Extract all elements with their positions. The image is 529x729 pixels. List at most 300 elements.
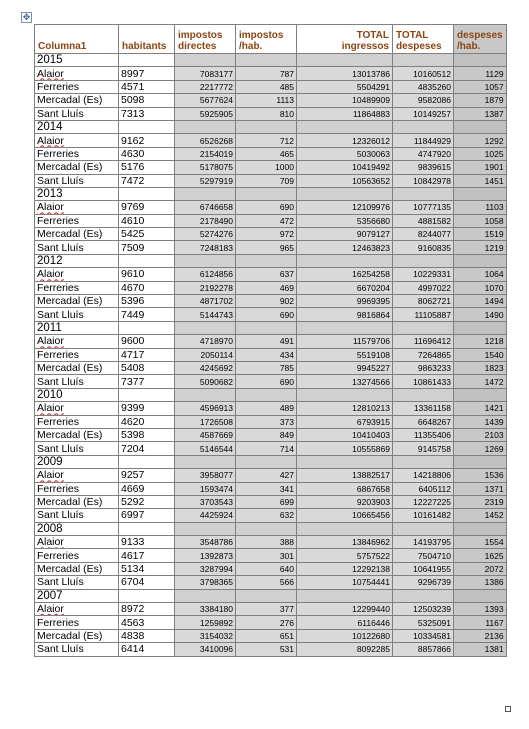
table-row [35,629,507,642]
table-row [35,161,507,174]
total-ingressos-cell: 12292138 [297,562,393,575]
impostos-hab-cell: 699 [236,495,297,508]
year-shaded-cell [393,388,454,401]
municipality-name [35,134,119,147]
table-row [35,509,507,522]
impostos-hab-cell: 902 [236,295,297,308]
municipality-name [35,80,119,93]
total-despeses-cell: 10777135 [393,201,454,214]
year-row [35,54,507,67]
total-despeses-cell: 11696412 [393,335,454,348]
header-total-ingressos [297,25,393,54]
total-despeses-cell: 4997022 [393,281,454,294]
header-total-ingressos-line1: TOTAL [356,30,389,41]
year-row [35,187,507,200]
municipality-name [35,415,119,428]
year-shaded-cell [454,321,507,334]
total-despeses-cell: 12503239 [393,603,454,616]
table-row [35,415,507,428]
year-empty-cell [119,455,175,468]
total-despeses-cell: 10861433 [393,375,454,388]
impostos-hab-cell: 434 [236,348,297,361]
municipality-name [35,576,119,589]
municipality-name [35,268,119,281]
impostos-directes-cell: 2192278 [175,281,236,294]
municipality-name-text: Sant Lluís [37,241,84,254]
table-row [35,107,507,120]
impostos-directes-cell: 5925905 [175,107,236,120]
table-body [35,54,507,657]
impostos-hab-cell: 712 [236,134,297,147]
table-row [35,80,507,93]
impostos-directes-cell: 6526268 [175,134,236,147]
impostos-directes-cell: 7083177 [175,67,236,80]
impostos-directes-cell: 5090682 [175,375,236,388]
impostos-directes-cell: 4871702 [175,295,236,308]
impostos-directes-cell: 2217772 [175,80,236,93]
table-row [35,295,507,308]
municipality-name [35,495,119,508]
impostos-hab-cell: 465 [236,147,297,160]
impostos-directes-cell: 4587669 [175,428,236,441]
municipality-name-text: Sant Lluís [37,576,84,589]
year-shaded-cell [393,120,454,133]
municipality-name [35,629,119,642]
year-shaded-cell [297,388,393,401]
habitants-cell: 7204 [119,442,175,455]
table-move-handle[interactable]: ✥ [22,12,31,22]
table-row [35,281,507,294]
municipal-finance-table [34,24,507,657]
table-row [35,134,507,147]
impostos-directes-cell: 3958077 [175,469,236,482]
despeses-hab-cell: 1625 [454,549,507,562]
impostos-hab-cell: 690 [236,308,297,321]
despeses-hab-cell: 1371 [454,482,507,495]
total-ingressos-cell: 11864883 [297,107,393,120]
municipality-name-text: Alaior [37,603,64,616]
impostos-hab-cell: 472 [236,214,297,227]
municipality-name-text: Alaior [37,268,64,281]
total-despeses-cell: 10334581 [393,629,454,642]
despeses-hab-cell: 1494 [454,295,507,308]
habitants-cell: 7313 [119,107,175,120]
total-ingressos-cell: 9969395 [297,295,393,308]
table-row [35,147,507,160]
year-label: 2012 [35,254,119,267]
total-despeses-cell: 9160835 [393,241,454,254]
habitants-cell: 9399 [119,402,175,415]
municipality-name [35,214,119,227]
year-shaded-cell [454,589,507,602]
total-despeses-cell: 9839615 [393,161,454,174]
despeses-hab-cell: 1823 [454,361,507,374]
year-shaded-cell [236,388,297,401]
year-label: 2013 [35,187,119,200]
year-shaded-cell [393,254,454,267]
year-empty-cell [119,187,175,200]
despeses-hab-cell: 1536 [454,469,507,482]
table-row [35,428,507,441]
impostos-directes-cell: 1593474 [175,482,236,495]
municipality-name [35,643,119,656]
table-row [35,94,507,107]
table-row [35,536,507,549]
municipality-name [35,228,119,241]
despeses-hab-cell: 1540 [454,348,507,361]
table-row [35,201,507,214]
table-row [35,214,507,227]
total-despeses-cell: 6405112 [393,482,454,495]
year-shaded-cell [393,187,454,200]
header-row [35,25,507,54]
header-impostos-hab-line2: /hab. [239,41,263,52]
impostos-directes-cell: 3384180 [175,603,236,616]
year-shaded-cell [236,522,297,535]
impostos-directes-cell: 5178075 [175,161,236,174]
year-empty-cell [119,321,175,334]
municipality-name [35,442,119,455]
table-row [35,482,507,495]
municipality-name [35,375,119,388]
year-label: 2015 [35,54,119,67]
total-despeses-cell: 10842978 [393,174,454,187]
year-empty-cell [119,120,175,133]
total-despeses-cell: 5325091 [393,616,454,629]
despeses-hab-cell: 1064 [454,268,507,281]
header-total-despeses-line2: despeses [396,41,442,52]
impostos-directes-cell: 3798365 [175,576,236,589]
habitants-cell: 9257 [119,469,175,482]
municipality-name-text: Ferreries [37,549,80,562]
table-row [35,643,507,656]
year-empty-cell [119,589,175,602]
year-shaded-cell [236,589,297,602]
table-row [35,442,507,455]
impostos-directes-cell: 2154019 [175,147,236,160]
despeses-hab-cell: 1439 [454,415,507,428]
year-shaded-cell [297,187,393,200]
year-shaded-cell [236,54,297,67]
municipality-name-text: Sant Lluís [37,442,84,455]
impostos-directes-cell: 1259892 [175,616,236,629]
impostos-directes-cell: 5297919 [175,174,236,187]
year-shaded-cell [236,187,297,200]
total-ingressos-cell: 9945227 [297,361,393,374]
impostos-directes-cell: 4596913 [175,402,236,415]
year-shaded-cell [175,522,236,535]
total-ingressos-cell: 13013786 [297,67,393,80]
total-despeses-cell: 10641955 [393,562,454,575]
total-despeses-cell: 10149257 [393,107,454,120]
impostos-directes-cell: 5274276 [175,228,236,241]
total-ingressos-cell: 13274566 [297,375,393,388]
impostos-directes-cell: 3410096 [175,643,236,656]
header-impostos-directes-line2: directes [178,41,217,52]
despeses-hab-cell: 1381 [454,643,507,656]
habitants-cell: 7509 [119,241,175,254]
habitants-cell: 9610 [119,268,175,281]
impostos-hab-cell: 965 [236,241,297,254]
despeses-hab-cell: 1025 [454,147,507,160]
municipality-name-text: Alaior [37,469,64,482]
municipality-name-text: Sant Lluís [37,308,84,321]
year-label: 2014 [35,120,119,133]
header-impostos-hab-line1: impostos [239,30,284,41]
year-empty-cell [119,54,175,67]
total-despeses-cell: 8062721 [393,295,454,308]
total-ingressos-cell: 16254258 [297,268,393,281]
municipality-name [35,107,119,120]
municipality-name [35,295,119,308]
municipality-name [35,616,119,629]
impostos-directes-cell: 6746658 [175,201,236,214]
year-shaded-cell [175,455,236,468]
year-shaded-cell [454,187,507,200]
municipality-name [35,509,119,522]
municipality-name-text: Alaior [37,67,64,80]
despeses-hab-cell: 1386 [454,576,507,589]
impostos-hab-cell: 531 [236,643,297,656]
impostos-directes-cell: 6124856 [175,268,236,281]
impostos-hab-cell: 301 [236,549,297,562]
habitants-cell: 9162 [119,134,175,147]
municipality-name-text: Mercadal (Es) [37,228,103,241]
total-despeses-cell: 7264865 [393,348,454,361]
total-despeses-cell: 14193795 [393,536,454,549]
year-row [35,388,507,401]
impostos-hab-cell: 491 [236,335,297,348]
year-shaded-cell [236,120,297,133]
year-shaded-cell [236,321,297,334]
header-habitants: habitants [119,25,175,54]
total-ingressos-cell: 10410403 [297,428,393,441]
total-despeses-cell: 9296739 [393,576,454,589]
impostos-hab-cell: 485 [236,80,297,93]
year-row [35,321,507,334]
despeses-hab-cell: 1387 [454,107,507,120]
habitants-cell: 4571 [119,80,175,93]
despeses-hab-cell: 1490 [454,308,507,321]
total-ingressos-cell: 10489909 [297,94,393,107]
table-row [35,67,507,80]
year-shaded-cell [454,254,507,267]
municipality-name [35,67,119,80]
municipality-name-text: Ferreries [37,214,80,227]
municipality-name [35,361,119,374]
habitants-cell: 6414 [119,643,175,656]
table-row [35,375,507,388]
despeses-hab-cell: 1554 [454,536,507,549]
table-row [35,268,507,281]
habitants-cell: 4670 [119,281,175,294]
habitants-cell: 7377 [119,375,175,388]
table-row [35,549,507,562]
habitants-cell: 4838 [119,629,175,642]
municipality-name-text: Mercadal (Es) [37,295,103,308]
despeses-hab-cell: 1451 [454,174,507,187]
impostos-hab-cell: 690 [236,375,297,388]
despeses-hab-cell: 1421 [454,402,507,415]
impostos-directes-cell: 5146544 [175,442,236,455]
table-row [35,361,507,374]
year-shaded-cell [175,321,236,334]
table-row [35,241,507,254]
total-ingressos-cell: 13882517 [297,469,393,482]
municipality-name-text: Sant Lluís [37,509,84,522]
municipality-name [35,201,119,214]
table-row [35,576,507,589]
total-ingressos-cell: 12109976 [297,201,393,214]
habitants-cell: 4669 [119,482,175,495]
year-empty-cell [119,254,175,267]
despeses-hab-cell: 1167 [454,616,507,629]
year-shaded-cell [393,54,454,67]
total-ingressos-cell: 12299440 [297,603,393,616]
impostos-hab-cell: 427 [236,469,297,482]
municipality-name [35,161,119,174]
total-despeses-cell: 11844929 [393,134,454,147]
despeses-hab-cell: 1269 [454,442,507,455]
header-total-despeses-line1: TOTAL [396,30,429,41]
impostos-hab-cell: 637 [236,268,297,281]
municipality-name-text: Mercadal (Es) [37,429,103,442]
year-row [35,522,507,535]
municipality-name [35,147,119,160]
habitants-cell: 5396 [119,295,175,308]
total-despeses-cell: 11355406 [393,428,454,441]
year-empty-cell [119,388,175,401]
impostos-hab-cell: 1000 [236,161,297,174]
habitants-cell: 9769 [119,201,175,214]
header-despeses-hab-line2: /hab. [457,41,481,52]
table-row [35,335,507,348]
despeses-hab-cell: 1901 [454,161,507,174]
despeses-hab-cell: 1218 [454,335,507,348]
year-shaded-cell [175,54,236,67]
total-ingressos-cell: 10563652 [297,174,393,187]
table-resize-handle[interactable] [505,706,511,712]
year-shaded-cell [297,54,393,67]
total-ingressos-cell: 10754441 [297,576,393,589]
habitants-cell: 4630 [119,147,175,160]
total-despeses-cell: 9863233 [393,361,454,374]
impostos-directes-cell: 7248183 [175,241,236,254]
municipality-name [35,241,119,254]
impostos-directes-cell: 4425924 [175,509,236,522]
total-ingressos-cell: 12326012 [297,134,393,147]
despeses-hab-cell: 1519 [454,228,507,241]
year-shaded-cell [236,455,297,468]
impostos-directes-cell: 4718970 [175,335,236,348]
year-label: 2007 [35,589,119,602]
impostos-directes-cell: 4245692 [175,361,236,374]
despeses-hab-cell: 1103 [454,201,507,214]
municipality-name-text: Alaior [37,335,64,348]
municipality-name-text: Mercadal (Es) [37,94,103,107]
total-ingressos-cell: 9203903 [297,495,393,508]
despeses-hab-cell: 2136 [454,629,507,642]
table-row [35,495,507,508]
despeses-hab-cell: 1292 [454,134,507,147]
year-label: 2010 [35,388,119,401]
impostos-hab-cell: 651 [236,629,297,642]
year-row [35,589,507,602]
municipality-name [35,536,119,549]
habitants-cell: 6704 [119,576,175,589]
impostos-hab-cell: 640 [236,562,297,575]
year-shaded-cell [297,120,393,133]
table-row [35,616,507,629]
municipality-name-text: Sant Lluís [37,375,84,388]
impostos-hab-cell: 341 [236,482,297,495]
year-label: 2009 [35,455,119,468]
impostos-hab-cell: 276 [236,616,297,629]
impostos-hab-cell: 787 [236,67,297,80]
total-ingressos-cell: 5504291 [297,80,393,93]
year-shaded-cell [393,522,454,535]
total-despeses-cell: 9582086 [393,94,454,107]
municipality-name-text: Alaior [37,402,64,415]
impostos-hab-cell: 377 [236,603,297,616]
table-row [35,402,507,415]
municipality-name-text: Mercadal (Es) [37,629,103,642]
total-ingressos-cell: 6116446 [297,616,393,629]
year-shaded-cell [236,254,297,267]
total-despeses-cell: 13361158 [393,402,454,415]
impostos-directes-cell: 5144743 [175,308,236,321]
municipality-name-text: Ferreries [37,348,80,361]
year-shaded-cell [454,388,507,401]
impostos-hab-cell: 810 [236,107,297,120]
municipality-name-text: Mercadal (Es) [37,161,103,174]
total-despeses-cell: 9145758 [393,442,454,455]
total-ingressos-cell: 10665456 [297,509,393,522]
total-ingressos-cell: 12810213 [297,402,393,415]
total-ingressos-cell: 5030063 [297,147,393,160]
table-row [35,469,507,482]
municipality-name-text: Ferreries [37,80,80,93]
table-row [35,308,507,321]
despeses-hab-cell: 2103 [454,428,507,441]
total-ingressos-cell: 12463823 [297,241,393,254]
total-despeses-cell: 10160512 [393,67,454,80]
municipality-name [35,469,119,482]
municipality-name [35,402,119,415]
total-despeses-cell: 12227225 [393,495,454,508]
year-shaded-cell [393,455,454,468]
municipality-name-text: Alaior [37,201,64,214]
municipality-name-text: Mercadal (Es) [37,362,103,375]
year-shaded-cell [175,589,236,602]
impostos-hab-cell: 373 [236,415,297,428]
habitants-cell: 7472 [119,174,175,187]
year-row [35,254,507,267]
despeses-hab-cell: 1129 [454,67,507,80]
municipality-name [35,428,119,441]
header-despeses-hab [454,25,507,54]
year-shaded-cell [297,455,393,468]
year-shaded-cell [454,522,507,535]
total-despeses-cell: 14218806 [393,469,454,482]
municipality-name-text: Ferreries [37,415,80,428]
impostos-hab-cell: 632 [236,509,297,522]
despeses-hab-cell: 1070 [454,281,507,294]
total-despeses-cell: 6648267 [393,415,454,428]
despeses-hab-cell: 1058 [454,214,507,227]
table-row [35,348,507,361]
impostos-directes-cell: 3154032 [175,629,236,642]
